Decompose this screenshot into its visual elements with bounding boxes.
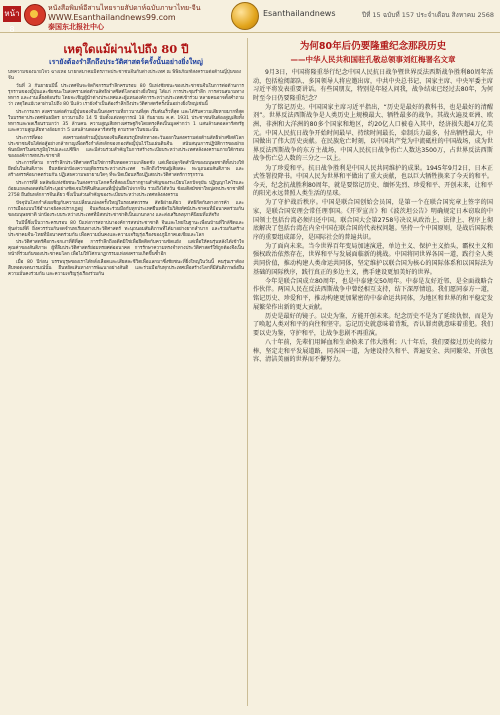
thai-paragraph: ปัจจุบันโลกกำลังเผชิญกับความเปลี่ยนแปลงครั้งใหญ่ในรอบศตวรรษ ลัทธิฝ่ายเดียว ลัทธิกีดกันทางการค้า และการเมืองแบบใช้อำนาจยังคงปรากฏอยู่ จีนพร้อมจะร่วมมือกับทุกประเทศยืนหยัดในวิสัยทัศน์ประชาคมที่มีอนาคตร่วมกันของมนุษยชาติ ปกป้องระบบระหว่างประเทศที่มีสหประชาชาติเป็นแกนกลาง และส่งเสริมพหุภาคีนิยมที่แท้จริง (8, 200, 244, 218)
chinese-paragraph: 为了面向未来。当今世界百年变局加速演进，单边主义、保护主义抬头，霸权主义和强权政治依然存在，世界和平与发展面临新的挑战。中国将同世界各国一道，践行全人类共同价值，推动构建人类命运共同体，坚定维护以联合国为核心的国际体系和以国际法为基础的国际秩序，践行真正的多边主义，携手建设更加美好的世界。 (253, 242, 493, 276)
thai-paragraph: ประการแรก สงครามต่อต้านญี่ปุ่นของจีนเป็นสงครามที่ยาวนานที่สุด เริ่มต้นเร็วที่สุด และได้รับความเสียหายมากที่สุดในบรรดาประเทศพันธมิตร ยาวนานถึง 14 ปี นับตั้งแต่เหตุการณ์ 18 กันยายน ค.ศ. 1931 ประชาชนจีนต้องสูญเสียทั้งทหารและพลเรือนรวมกว่า 35 ล้านคน ความสูญเสียทางเศรษฐกิจโดยตรงคิดเป็นมูลค่ากว่า 1 แสนล้านดอลลาร์สหรัฐ และความสูญเสียทางอ้อมกว่า 5 แสนล้านดอลลาร์สหรัฐ ตามราคาในขณะนั้น (8, 109, 244, 133)
page-header (0, 0, 500, 33)
chinese-paragraph: 八十年前，先辈们用鲜血和生命换来了伟大胜利；八十年后，我们要接过历史的接力棒，坚定走和平发展道路，同各国一道，为建设持久和平、普遍安全、共同繁荣、开放包容、清洁美丽的世界而不懈努力。 (253, 338, 493, 364)
column-divider (247, 38, 248, 706)
chinese-paragraph: 今年是联合国成立80周年，也是中泰建交50周年。中泰是友好近邻、是全面战略合作伙伴。两国人民在反法西斯战争中曾经相互支持，结下深厚情谊。我们愿同泰方一道，铭记历史、珍爱和平，推动构建更加紧密的中泰命运共同体，为地区和世界的和平稳定发展繁荣作出新的更大贡献。 (253, 277, 493, 311)
thai-paragraph: วันที่ 3 กันยายนปีนี้ ประเทศจีนจะจัดกิจกรรมรำลึกครบรอบ 80 ปีแห่งชัยชนะของประชาชนจีนในการต่อต้านการรุกรานของญี่ปุ่นและชัยชนะในสงครามต่อต้านลัทธิฟาสซิสต์โลกอย่างยิ่งใหญ่ ได้แก่ การประชุมรำลึก การสวนสนามทางทหาร และงานเลี้ยงต้อนรับ โดยจะเชิญผู้นำต่างประเทศและผู้แทนองค์การระหว่างประเทศเข้าร่วม หลายคนอาจตั้งคำถามว่า เหตุใดแม้เวลาผ่านไปถึง 80 ปีแล้ว เรายังจำเป็นต้องรำลึกถึงประวัติศาสตร์ครั้งนั้นอย่างยิ่งใหญ่เช่นนี้ (8, 84, 244, 108)
site-name-thai: หนังสือพิมพ์อีสานไทยรายสัปดาห์ฉบับภาษาไทย-จีน (48, 4, 201, 12)
chinese-paragraph: 为了铭记历史。中国国家主席习近平指出，“历史是最好的教科书，也是最好的清醒剂”。世界反法西斯战争是人类历史上规模最大、牺牲最多的战争。其战火遍及亚洲、欧洲、非洲和大洋洲的80多个国家和地区，约20亿人口被卷入其中，经济损失超4万亿美元。中国人民抗日战争开始时间最早、持续时间最长，牵制兵力最多，付出牺牲最大，中国做出了伟大历史贡献。在民族危亡时刻，以中国共产党为中流砥柱的中国战场，成为世界反法西斯战争的东方主战场，中国人民抗日战争伤亡人数达3500万，占世界反法西斯战争伤亡总人数的三分之一以上。 (253, 103, 493, 163)
site-name-right: Esanthailandnews (263, 9, 336, 18)
thai-paragraph: ประการที่สาม การรำลึกประวัติศาสตร์ไม่ใช่การสืบทอดความเกลียดชัง แต่เพื่อปลุกจิตสำนึกของมนุษยชาติทั้งปวงให้ยึดมั่นในสันติภาพ ยืนหยัดปกป้องความยุติธรรมระหว่างประเทศ ระลึกถึงวีรชนผู้เสียสละ ทะนุถนอมสันติภาพ และสร้างสรรค์อนาคตร่วมกัน ปฏิเสธความพยายามใดๆ ที่จะบิดเบือนหรือปฏิเสธประวัติศาสตร์การรุกราน (8, 161, 244, 179)
thai-paragraph: ประการที่สอง สงครามต่อต้านญี่ปุ่นของจีนคือสมรภูมิหลักทางตะวันออกในสงครามต่อต้านลัทธิฟาสซิสต์โลก ประชาชนจีนได้ต่อสู้อย่างกล้าหาญเพื่อตรึงกำลังหลักของกองทัพญี่ปุ่นไว้ในแผ่นดินจีน สนับสนุนการปฏิบัติการของฝ่ายพันธมิตรในสมรภูมิยุโรปและแปซิฟิก และมีส่วนร่วมสำคัญในการสร้างระเบียบระหว่างประเทศหลังสงครามภายใต้กรอบขององค์การสหประชาชาติ (8, 135, 244, 159)
thai-article (8, 38, 244, 708)
chinese-article-body (253, 69, 493, 365)
newspaper-logo-icon (24, 4, 46, 26)
thai-paragraph: ประวัติศาสตร์คือกระจกเงาที่ดีที่สุด การรำลึกถึงอดีตมิใช่เพื่อยึดติดกับความขัดแย้ง แต่เพื่อให้คนรุ่นหลังได้เข้าใจคุณค่าของสันติภาพ ผู้ที่ลืมประวัติศาสตร์ย่อมทรยศต่ออนาคต การรักษาความทรงจำทางประวัติศาสตร์ให้ถูกต้องจึงเป็นหน้าที่ร่วมกันของประชาคมโลก เพื่อไม่ให้โศกนาฏกรรมแห่งสงครามเกิดขึ้นซ้ำอีก (8, 240, 244, 258)
site-name-chinese: 泰国东北报社中心 (48, 23, 104, 31)
thai-article-author: บทความของนายโจว ฉางเหอ นายกสมาคมมิตรภาพประชาชนจีนกับต่างประเทศ ณ พิพิธภัณฑ์สงครามต่อต้านญี่ปุ่นของจีน (8, 70, 241, 81)
page-number-badge: หน้า 8 (3, 6, 21, 22)
issue-date: ปีที่ 15 ฉบับที่ 157 ประจำเดือน สิงหาคม 2568 (361, 11, 494, 19)
globe-icon (231, 2, 259, 30)
chinese-article-subtitle: ——中华人民共和国驻孔敬总领事刘红梅署名文章 (290, 55, 456, 64)
chinese-paragraph: 为了守护战后秩序。中国是联合国创始会员国，是第一个在联合国宪章上签字的国家，是联合国安理会常任理事国。《开罗宣言》和《波茨坦公告》明确规定日本窃取的中国领土包括台湾必须归还中国。联合国大会第2758号决议从政治上、法律上、程序上彻底解决了包括台湾在内全中国在联合国的代表权问题。坚持一个中国原则，是战后国际秩序的重要组成部分，是国际社会的普遍共识。 (253, 199, 493, 241)
thai-article-title: เหตุใดแม้ผ่านไปถึง 80 ปี (63, 42, 189, 56)
thai-article-subtitle: เรายังต้องรำลึกถึงประวัติศาสตร์ครั้งนั้นอย่างยิ่งใหญ่ (49, 58, 203, 66)
chinese-article-title: 为何80年后仍要隆重纪念那段历史 (299, 41, 447, 52)
chinese-paragraph: 为了珍爱和平。抗日战争胜利是中国人民共同维护的成果。1945年9月2日，日本正式签署投降书。中国人民为世界和平做出了重大贡献，也以巨大牺牲换来了今天的和平。今天，纪念抗战胜利80周年，就是要铭记历史、缅怀先烈、珍爱和平、开创未来，让和平的阳光永远普照人类生活的星球。 (253, 164, 493, 198)
thai-article-body (8, 84, 244, 278)
thai-paragraph: เมื่อ 80 ปีก่อน บรรพบุรุษของเราได้หลั่งเลือดและเสียสละชีวิตเพื่อแลกมาซึ่งชัยชนะที่ยิ่งใหญ่ในวันนี้ คนรุ่นเราต้องสืบทอดเจตนารมณ์นั้น ยืนหยัดเส้นทางการพัฒนาอย่างสันติ และร่วมมือกับทุกประเทศเพื่อสร้างโลกที่มีสันติภาพยั่งยืน ความมั่นคงร่วมกัน และความเจริญรุ่งเรืองร่วมกัน (8, 260, 244, 278)
chinese-paragraph: 9月3日，中国将隆重举行纪念中国人民抗日战争暨世界反法西斯战争胜利80周年活动，包括检阅部队、多国领导人将应邀出席，中共中央总书记、国家主席、中央军委主席习近平将发表重要讲话。有些国朋友，特别是年轻人问我，战争结束已经过去80年，为何时至今日仍要隆重纪念？ (253, 69, 493, 102)
site-url[interactable]: WWW.Esanthailandnews99.com (48, 13, 176, 22)
chinese-paragraph: 历史是最好的镜子。以史为鉴，方能开创未来。纪念历史不是为了延续仇恨，而是为了唤起人类对和平的向往和坚守。忘记历史就意味着背叛，否认罪责就意味着重犯。我们要以史为鉴，守护和平，让战争悲剧不再重演。 (253, 312, 493, 337)
chinese-article (253, 38, 493, 708)
thai-paragraph: ในปีนี้ซึ่งเป็นวาระครบรอบ 80 ปีแห่งการสถาปนาองค์การสหประชาชาติ จีนและไทยในฐานะเพื่อนบ้านที่ใกล้ชิดและหุ้นส่วนที่ดี ยิ่งควรร่วมกันจดจำบทเรียนทางประวัติศาสตร์ ทะนุถนอมสันติภาพที่ได้มาอย่างยากลำบาก และร่วมกันสร้างประชาคมจีน-ไทยที่มีอนาคตร่วมกัน เพื่อความมั่นคงและความเจริญรุ่งเรืองของภูมิภาคเอเชียและโลก (8, 220, 244, 238)
thai-paragraph: ประการที่สี่ ผลลัพธ์แห่งชัยชนะในสงครามโลกครั้งที่สองเป็นรากฐานสำคัญของระเบียบโลกปัจจุบัน ปฏิญญาไคโรและถ้อยแถลงพอตสดัมได้ระบุอย่างชัดเจนให้คืนดินแดนที่ญี่ปุ่นยึดไปจากจีน รวมถึงไต้หวัน ข้อมติสมัชชาใหญ่สหประชาชาติที่ 2758 ยืนยันหลักการจีนเดียว ซึ่งเป็นส่วนสำคัญของระเบียบระหว่างประเทศหลังสงคราม (8, 181, 244, 199)
